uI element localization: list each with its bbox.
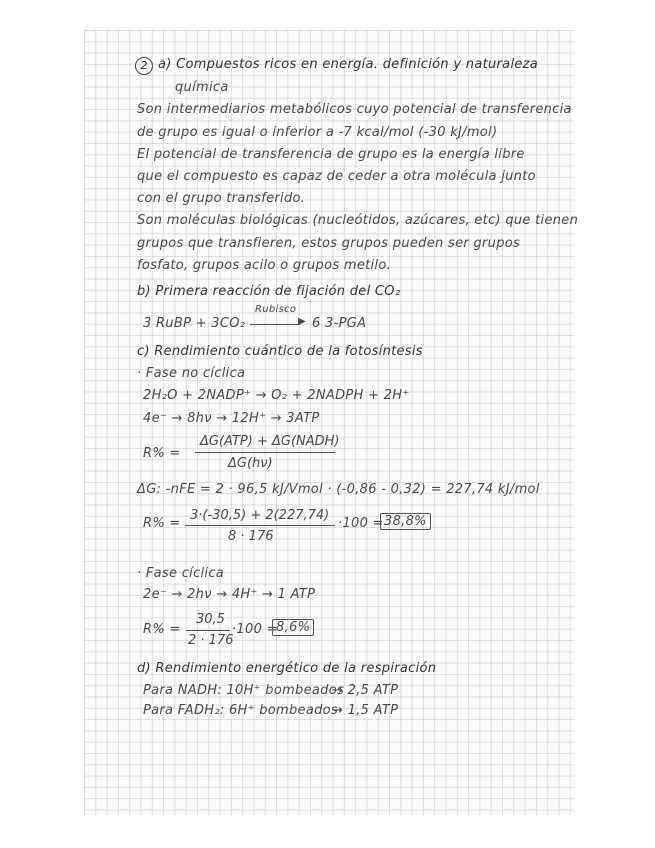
fraction-denominator: 8 · 176 bbox=[228, 529, 274, 544]
noncyclic-phase-title: · Fase no cíclica bbox=[137, 366, 246, 381]
result-boxed bbox=[272, 620, 314, 635]
fraction-denominator: ΔG(hν) bbox=[228, 456, 273, 471]
paragraph-line: El potencial de transferencia de grupo es la energía libre bbox=[137, 147, 525, 162]
fraction-bar bbox=[185, 525, 335, 526]
fraction-numerator: 3·(-30,5) + 2(227,74) bbox=[190, 508, 330, 523]
paragraph-line: Son intermediarios metabólicos cuyo potencial de transferencia bbox=[137, 102, 572, 117]
result-value: 8,6% bbox=[272, 619, 314, 636]
section-a-title: a) Compuestos ricos en energía. definición y naturaleza bbox=[158, 57, 539, 72]
result-value: 38,8% bbox=[380, 513, 431, 530]
fadh2-yield: → 1,5 ATP bbox=[332, 703, 399, 718]
fraction-bar bbox=[195, 452, 335, 453]
multiply-hundred: ·100 = bbox=[232, 622, 278, 637]
equation-line: 4e⁻ → 8hν → 12H⁺ → 3ATP bbox=[143, 411, 320, 426]
fraction-bar bbox=[186, 630, 230, 631]
nadh-line: Para NADH: 10H⁺ bombeados bbox=[143, 683, 345, 698]
reaction-reactants: 3 RuBP + 3CO₂ bbox=[143, 316, 246, 331]
yield-label: R% = bbox=[143, 516, 181, 531]
paragraph-line: de grupo es igual o inferior a -7 kcal/mol (-30 kJ/mol) bbox=[137, 125, 498, 140]
section-b-title: b) Primera reacción de fijación del CO₂ bbox=[137, 284, 401, 299]
fraction-denominator: 2 · 176 bbox=[188, 633, 234, 648]
reaction-products: 6 3-PGA bbox=[312, 316, 367, 331]
enzyme-label: Rubisco bbox=[255, 304, 297, 315]
fraction-numerator: ΔG(ATP) + ΔG(NADH) bbox=[200, 434, 340, 449]
delta-g-calculation: ΔG: -nFE = 2 · 96,5 kJ/Vmol · (-0,86 - 0,32) = 227,74 kJ/mol bbox=[137, 482, 540, 497]
result-boxed bbox=[380, 514, 431, 529]
paragraph-line: con el grupo transferido. bbox=[137, 191, 306, 206]
equation-line: 2e⁻ → 2hν → 4H⁺ → 1 ATP bbox=[143, 587, 316, 602]
section-c-title: c) Rendimiento cuántico de la fotosíntesis bbox=[137, 344, 423, 359]
yield-label: R% = bbox=[143, 446, 181, 461]
paragraph-line: Son moléculas biológicas (nucleótidos, azúcares, etc) que tienen bbox=[137, 213, 579, 228]
paragraph-line: que el compuesto es capaz de ceder a otra molécula junto bbox=[137, 169, 536, 184]
fadh2-line: Para FADH₂: 6H⁺ bombeados bbox=[143, 703, 338, 718]
paragraph-line: fosfato, grupos acilo o grupos metilo. bbox=[137, 258, 392, 273]
section-a-title-cont: química bbox=[175, 80, 229, 95]
cyclic-phase-title: · Fase cíclica bbox=[137, 566, 225, 581]
yield-label: R% = bbox=[143, 622, 181, 637]
paragraph-line: grupos que transfieren, estos grupos pueden ser grupos bbox=[137, 236, 521, 251]
arrow-head-icon: ▶ bbox=[298, 316, 306, 327]
section-d-title: d) Rendimiento energético de la respiración bbox=[137, 661, 437, 676]
fraction-numerator: 30,5 bbox=[196, 612, 225, 627]
question-number-badge: 2 bbox=[135, 57, 153, 75]
equation-line: 2H₂O + 2NADP⁺ → O₂ + 2NADPH + 2H⁺ bbox=[143, 388, 410, 403]
nadh-yield: → 2,5 ATP bbox=[332, 683, 399, 698]
reaction-arrow bbox=[250, 324, 300, 325]
multiply-hundred: ·100 = bbox=[338, 516, 384, 531]
